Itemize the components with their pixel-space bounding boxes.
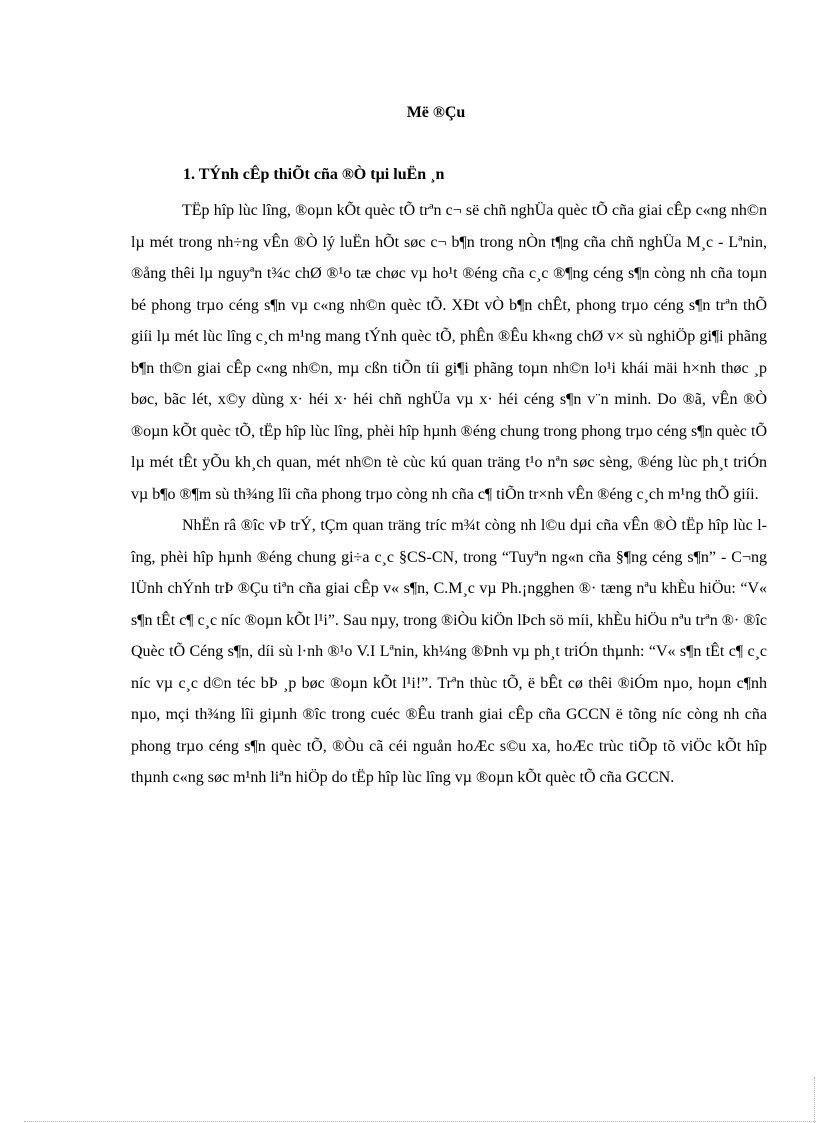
page-title: Më ®Çu [406,104,466,121]
body-text [131,195,767,794]
paragraph: TËp hîp lùc lîng, ®oµn kÕt quèc tÕ trªn c¬ së chñ nghÜa quèc tÕ cña giai cÊp c«ng nh©n lµ mét trong nh÷ng vÊn ®Ò lý luËn hÕt søc c¬ b¶n trong nÒn t¶ng cña chñ nghÜa M¸c - Lªnin, ®ång thêi lµ nguyªn t¾c chØ ®¹o tæ chøc vµ ho¹t ®éng cña c¸c ®¶ng céng s¶n còng nh cña toµn bé phong trµo céng s¶n vµ c«ng nh©n quèc tÕ. XÐt vÒ b¶n chÊt, phong trµo céng s¶n trªn thÕ giíi lµ mét lùc lîng c¸ch m¹ng mang tÝnh quèc tÕ, phÊn ®Êu kh«ng chØ v× sù nghiÖp gi¶i phãng b¶n th©n giai cÊp c«ng nh©n, mµ cßn tiÕn tíi gi¶i phãng toµn nh©n lo¹i khái mäi h×nh thøc ¸p bøc, bãc lét, x©y dùng x· héi x· héi chñ nghÜa vµ x· héi céng s¶n v¨n minh. Do ®ã, vÊn ®Ò ®oµn kÕt quèc tÕ, tËp hîp lùc lîng, phèi hîp hµnh ®éng chung trong phong trµo céng s¶n quèc tÕ lµ mét tÊt yÕu kh¸ch quan, mét nh©n tè cùc kú quan träng t¹o nªn søc sèng, ®éng lùc ph¸t triÓn vµ b¶o ®¶m sù th¾ng lîi cña phong trµo còng nh cña c¶ tiÕn tr×nh vÊn ®éng c¸ch m¹ng thÕ giíi. [131,202,767,503]
section-heading: 1. TÝnh cÊp thiÕt cña ®Ò tµi luËn ¸n [183,166,445,183]
paragraph: NhËn râ ®îc vÞ trÝ, tÇm quan träng tríc m¾t còng nh l©u dµi cña vÊn ®Ò tËp hîp lùc lîng, phèi hîp hµnh ®éng chung gi÷a c¸c §CS-CN, trong “Tuyªn ng«n cña §¶ng céng s¶n” - C¬ng lÜnh chÝnh trÞ ®Çu tiªn cña giai cÊp v« s¶n, C.M¸c vµ Ph.¡ngghen ®· tæng nªu khÈu hiÖu: “V« s¶n tÊt c¶ c¸c níc ®oµn kÕt l¹i”. Sau nµy, trong ®iÒu kiÖn lÞch sö míi, khÈu hiÖu nªu trªn ®· ®îc Quèc tÕ Céng s¶n, díi sù l·nh ®¹o V.I Lªnin, kh¼ng ®Þnh vµ ph¸t triÓn thµnh: “V« s¶n tÊt c¶ c¸c níc vµ c¸c d©n téc bÞ ¸p bøc ®oµn kÕt l¹i!”. Trªn thùc tÕ, ë bÊt cø thêi ®iÓm nµo, hoµn c¶nh nµo, mçi th¾ng lîi giµnh ®îc trong cuéc ®Êu tranh giai cÊp cña GCCN ë tõng níc còng nh cña phong trµo céng s¶n quèc tÕ, ®Òu cã céi nguån hoÆc s©u xa, hoÆc trùc tiÕp tõ viÖc kÕt hîp thµnh c«ng søc m¹nh liªn hiÖp do tËp hîp lùc lîng vµ ®oµn kÕt quèc tÕ cña GCCN. [131,517,767,786]
page-border-bottom [24,1121,816,1122]
page-border-right [814,1077,815,1123]
